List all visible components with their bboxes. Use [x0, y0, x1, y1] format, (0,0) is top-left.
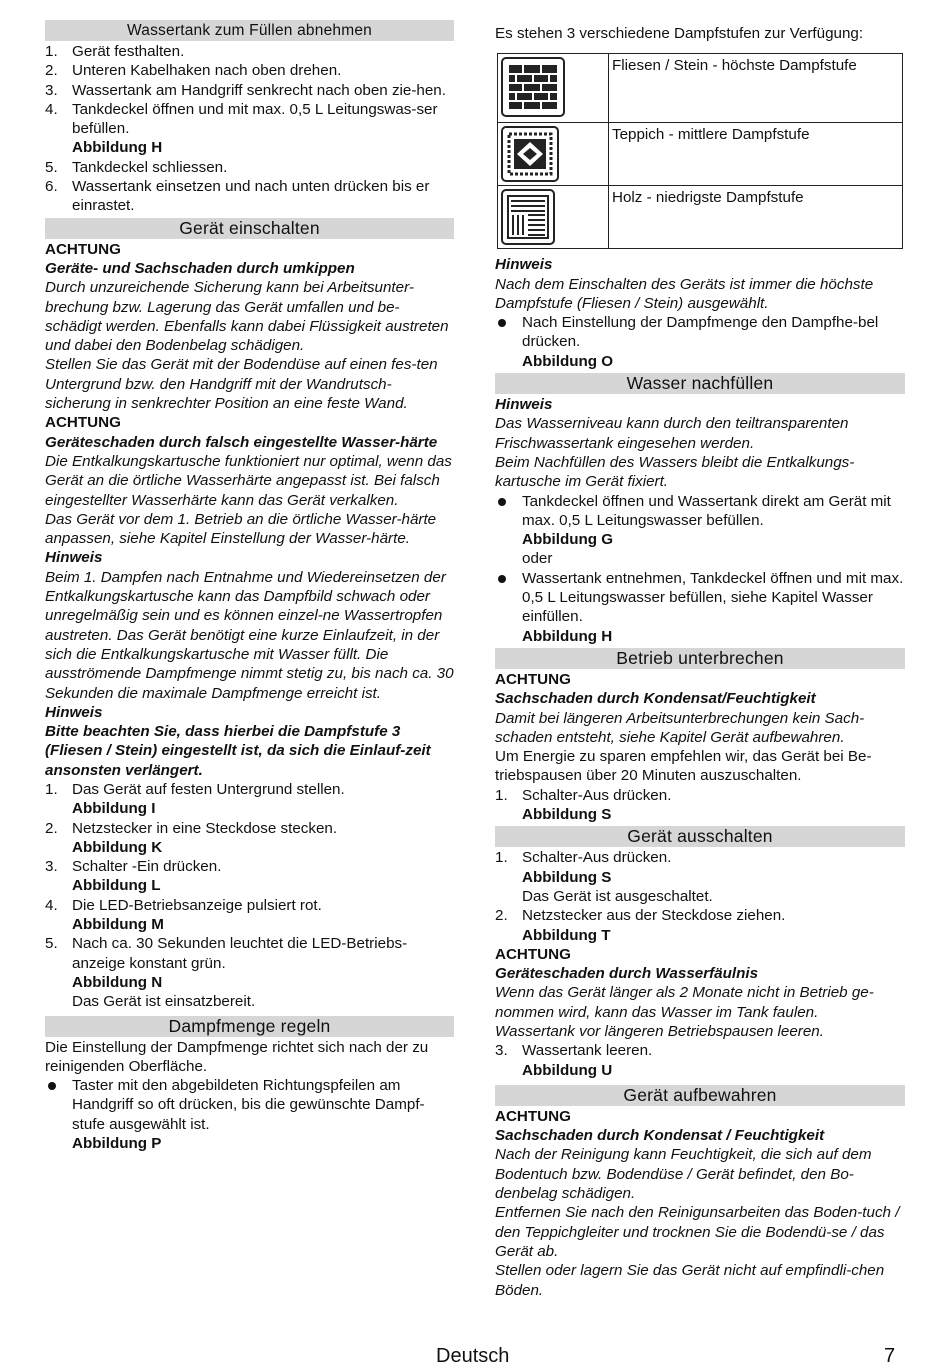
dampf-text: Die Einstellung der Dampfmenge richtet sich nach der zu reinigenden Oberfläche. [45, 1038, 429, 1075]
hinweis-text: Nach dem Einschalten des Geräts ist immer die höchste Dampfstufe (Fliesen / Stein) ausgewählt. [495, 275, 874, 312]
figure-ref: Abbildung P [72, 1135, 162, 1153]
section-heading-aufbewahren: Gerät aufbewahren [495, 1085, 905, 1106]
bullet-icon [498, 498, 506, 506]
warning-text: Das Gerät vor dem 1. Betrieb an die örtliche Wasser-härte anpassen, siehe Kapitel Einstellung der Wasser-härte. [45, 510, 437, 548]
carpet-icon [501, 126, 559, 182]
hinweis-text: Das Wasserniveau kann durch den teiltransparenten Frischwassertank eingesehen werden. [495, 415, 849, 452]
hinweis-label: Hinweis [495, 396, 553, 414]
steam-levels-table [497, 53, 903, 249]
list-item-text: Wassertank leeren. [522, 1042, 653, 1060]
figure-ref: Abbildung U [522, 1061, 613, 1079]
list-item [45, 857, 454, 896]
warning-text: Wenn das Gerät länger als 2 Monate nicht in Betrieb ge-nommen wird, kann das Wasser im Tank faulen. [495, 984, 874, 1021]
hinweis-text: Bitte beachten Sie, dass hierbei die Dampfstufe 3 (Fliesen / Stein) eingestellt ist, da sich die Einlauf-zeit ansonsten verlängert. [45, 723, 431, 779]
left-column [45, 18, 454, 1153]
warning-text: Durch unzureichende Sicherung kann bei Arbeitsunter-brechung bzw. Lagerung das Gerät umfallen und be-schädigt werden. Ebenfalls kann dabei Flüssigkeit austreten und dabei den Bodenbelag schädigen. [45, 279, 449, 355]
footer-language: Deutsch [436, 1345, 510, 1367]
bullet-icon [498, 575, 506, 583]
steam-level-label: Holz - niedrigste Dampfstufe [609, 186, 903, 249]
list-item [495, 313, 905, 352]
oder-text: oder [522, 550, 553, 568]
achtung-label: ACHTUNG [495, 1107, 571, 1125]
hinweis-text: Beim 1. Dampfen nach Entnahme und Wiedereinsetzen der Entkalkungskartusche kann das Dampfbild schwach oder unregelmäßig sein und es können einzel-ne Wassertropfen austreten. Das Gerät benötigt eine kurze Einlaufzeit, in der sich die Entkalkungskartusche mit Wasser füllt. Die ausströmende Dampfmenge nimmt stetig zu, bis nach ca. 30 Sekunden die maximale Dampfmenge erreicht ist. [45, 568, 454, 702]
steps-tank-abnehmen [45, 42, 454, 216]
warning-text: Die Entkalkungskartusche funktioniert nur optimal, wenn das Gerät an die örtliche Wasserhärte angepasst ist. Bei falsch eingestellter Wasserhärte kann das Gerät verkalken. [45, 452, 452, 509]
list-item-text: Die LED-Betriebsanzeige pulsiert rot. [72, 896, 322, 914]
intro-text: Es stehen 3 verschiedene Dampfstufen zur Verfügung: [495, 25, 864, 42]
list-item-text: Tankdeckel öffnen und mit max. 0,5 L Leitungswas-ser befüllen. [72, 100, 438, 138]
step-number: 5. [45, 935, 58, 953]
right-column [495, 24, 905, 1300]
list-item-text: Schalter-Aus drücken. [522, 786, 672, 804]
list-item-text: Das Gerät auf festen Untergrund stellen. [72, 780, 345, 798]
steps-einschalten [45, 780, 454, 1012]
steps-ausschalten [495, 848, 905, 944]
warning-text: Damit bei längeren Arbeitsunterbrechungen kein Sach-schaden entsteht, siehe Kapitel Gerät aufbewahren. [495, 709, 865, 746]
step-number: 6. [45, 178, 58, 196]
list-item-text: Tankdeckel öffnen und Wassertank direkt am Gerät mit max. 0,5 L Leitungswasser befüllen. [522, 492, 891, 529]
figure-ref: Abbildung M [72, 916, 164, 934]
section-heading-ausschalten: Gerät ausschalten [495, 826, 905, 847]
figure-ref: Abbildung H [522, 627, 613, 645]
step-result: Das Gerät ist einsatzbereit. [72, 993, 256, 1011]
list-item [45, 1076, 454, 1134]
step-number: 2. [495, 907, 508, 925]
list-item [495, 569, 905, 627]
list-item [45, 81, 454, 100]
hinweis-label: Hinweis [45, 703, 103, 721]
list-item-text: Schalter-Aus drücken. [522, 849, 672, 867]
list-item [45, 819, 454, 858]
step-number: 3. [495, 1042, 508, 1060]
warning-text: Nach der Reinigung kann Feuchtigkeit, die sich auf dem Bodentuch bzw. Bodendüse / Gerät befindet, den Bo-denbelag schädigen. [495, 1146, 872, 1203]
achtung-label: ACHTUNG [45, 414, 121, 432]
list-item-text: Wassertank einsetzen und nach unten drücken bis er einrastet. [72, 178, 430, 215]
list-item [45, 61, 454, 80]
list-item [45, 934, 454, 1011]
steam-level-label: Fliesen / Stein - höchste Dampfstufe [609, 54, 903, 123]
table-row [498, 54, 903, 123]
list-item-text: Unteren Kabelhaken nach oben drehen. [72, 62, 342, 80]
figure-ref: Abbildung G [522, 531, 614, 549]
warning-text: Wassertank vor längeren Betriebspausen leeren. [495, 1022, 824, 1040]
page-number: 7 [884, 1345, 896, 1367]
list-item-text: Schalter -Ein drücken. [72, 858, 222, 876]
section-heading-tank-abnehmen: Wassertank zum Füllen abnehmen [45, 20, 454, 41]
step-number: 1. [495, 786, 508, 804]
list-item-text: Taster mit den abgebildeten Richtungspfeilen am Handgriff so oft drücken, bis die gewünschte Dampf-stufe ausgewählt ist. [72, 1077, 425, 1133]
list-item [495, 492, 905, 531]
warning-text: Stellen oder lagern Sie das Gerät nicht auf empfindli-chen Böden. [495, 1262, 885, 1299]
list-item [495, 1041, 905, 1060]
step-number: 4. [45, 896, 58, 914]
figure-ref: Abbildung K [72, 838, 163, 856]
list-item [45, 100, 454, 158]
warning-title: Sachschaden durch Kondensat / Feuchtigkeit [495, 1127, 825, 1145]
section-heading-einschalten: Gerät einschalten [45, 218, 454, 239]
list-item-text: Wassertank am Handgriff senkrecht nach oben zie-hen. [72, 81, 446, 99]
list-item-text: Nach ca. 30 Sekunden leuchtet die LED-Betriebs-anzeige konstant grün. [72, 935, 408, 972]
hinweis-label: Hinweis [45, 549, 103, 567]
figure-ref: Abbildung H [72, 139, 163, 157]
figure-ref: Abbildung L [72, 877, 161, 895]
achtung-label: ACHTUNG [495, 670, 571, 688]
step-number: 3. [45, 81, 58, 99]
list-item [45, 42, 454, 61]
warning-title: Geräteschaden durch falsch eingestellte Wasser-härte [45, 433, 438, 451]
list-item-text: Netzstecker aus der Steckdose ziehen. [522, 907, 786, 925]
figure-ref: Abbildung I [72, 800, 156, 818]
figure-ref: Abbildung S [522, 868, 612, 886]
hinweis-text: Beim Nachfüllen des Wassers bleibt die Entkalkungs-kartusche im Gerät fixiert. [495, 453, 855, 491]
bullet-icon [48, 1082, 56, 1090]
step-number: 1. [45, 43, 58, 60]
list-item-text: Tankdeckel schliessen. [72, 158, 228, 176]
step-number: 2. [45, 62, 58, 80]
table-row [498, 186, 903, 249]
step-number: 4. [45, 100, 58, 118]
achtung-label: ACHTUNG [495, 945, 571, 963]
tiles-icon [501, 57, 565, 117]
warning-title: Sachschaden durch Kondensat/Feuchtigkeit [495, 690, 816, 708]
warning-text: Stellen Sie das Gerät mit der Bodendüse auf einen fes-ten Untergrund bzw. den Handgriff mit der Wandrutsch-sicherung in senkrechter Position an eine feste Wand. [45, 356, 438, 413]
warning-text: Entfernen Sie nach den Reinigunsarbeiten das Boden-tuch / den Teppichgleiter und trocknen Sie die Bodendü-se / das Gerät ab. [495, 1204, 900, 1260]
list-item-text: Nach Einstellung der Dampfmenge den Dampfhe-bel drücken. [522, 314, 879, 351]
list-item-text: Gerät festhalten. [72, 43, 185, 60]
section-heading-dampfmenge: Dampfmenge regeln [45, 1016, 454, 1037]
list-item [45, 177, 454, 216]
list-item-text: Wassertank entnehmen, Tankdeckel öffnen und mit max. 0,5 L Leitungswasser befüllen, siehe Kapitel Wasser einfüllen. [522, 569, 904, 626]
list-item [495, 786, 905, 805]
figure-ref: Abbildung T [522, 926, 611, 944]
figure-ref: Abbildung S [522, 806, 612, 824]
step-number: 1. [495, 849, 508, 867]
list-item-text: Netzstecker in eine Steckdose stecken. [72, 819, 338, 837]
energie-text: Um Energie zu sparen empfehlen wir, das Gerät bei Be-triebspausen über 20 Minuten auszuschalten. [495, 748, 872, 785]
figure-ref: Abbildung O [522, 352, 614, 370]
list-item [495, 906, 905, 945]
warning-title: Geräteschaden durch Wasserfäulnis [495, 965, 759, 983]
section-heading-betrieb-unterbrechen: Betrieb unterbrechen [495, 648, 905, 669]
achtung-label: ACHTUNG [45, 240, 121, 258]
steam-level-label: Teppich - mittlere Dampfstufe [609, 123, 903, 186]
step-number: 2. [45, 819, 58, 837]
step-number: 1. [45, 780, 58, 798]
list-item [45, 158, 454, 177]
bullet-icon [498, 319, 506, 327]
warning-title: Geräte- und Sachschaden durch umkippen [45, 259, 355, 277]
figure-ref: Abbildung N [72, 973, 163, 991]
hinweis-label: Hinweis [495, 256, 553, 274]
step-number: 5. [45, 158, 58, 176]
section-heading-wasser-nachfuellen: Wasser nachfüllen [495, 373, 905, 394]
list-item [45, 780, 454, 819]
wood-icon [501, 189, 555, 245]
table-row [498, 123, 903, 186]
step-result: Das Gerät ist ausgeschaltet. [522, 887, 713, 905]
list-item [45, 896, 454, 935]
list-item [495, 848, 905, 906]
step-number: 3. [45, 858, 58, 876]
